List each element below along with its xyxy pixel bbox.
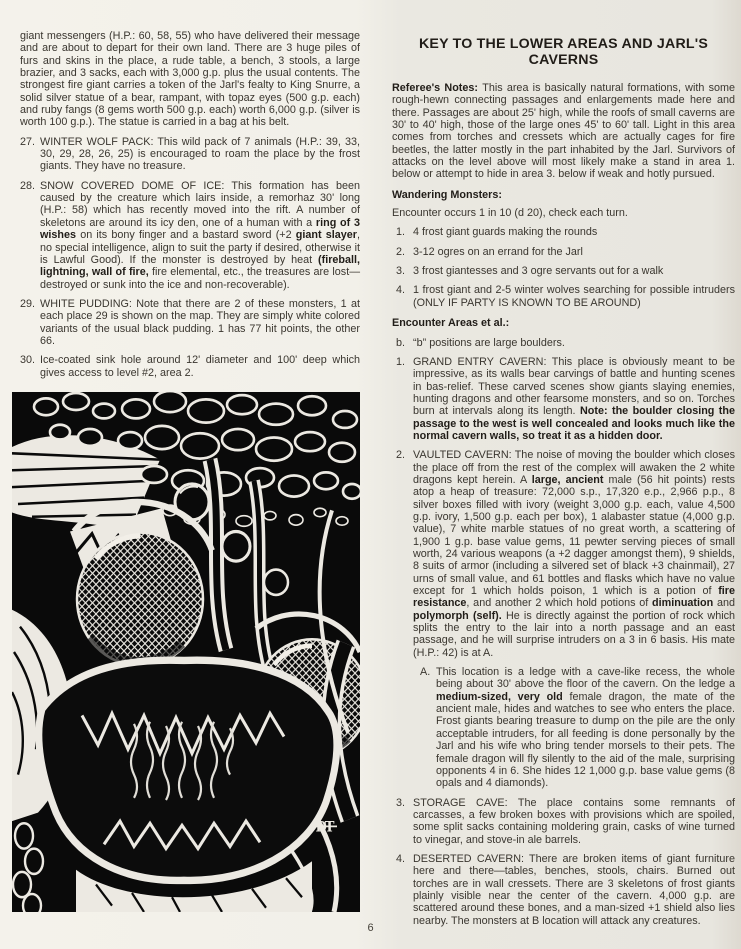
encounter-item-3: [392, 797, 735, 846]
list-item-29: [20, 298, 360, 347]
section-heading: KEY TO THE LOWER AREAS AND JARL'S CAVERNS: [418, 36, 709, 68]
item-number: 3.: [396, 265, 406, 278]
wandering-item-2: [392, 246, 735, 258]
right-column: [392, 30, 735, 927]
item-text: WINTER WOLF PACK: This wild pack of 7 animals (H.P.: 39, 33, 30, 29, 28, 26, 25) is encouraged to roam the place by the frost giants. They have no treasure.: [40, 135, 360, 173]
intro-paragraph: giant messengers (H.P.: 60, 58, 55) who have delivered their message and are about to depart for their own land. There are 3 huge piles of furs and skins in the place, a rude table, a bench, 3 stools, a large brazier, and 3 sacks, each with 3,000 g.p. plus the usual contents. The strongest fire giant carries a token of the Jarl's fealty to King Snurre, a solid silver statue of a bear, rampant, with topaz eyes (500 g.p. each) and ruby fangs (8 gems worth 500 g.p. each) worth 6,000 g.p. (silver is worth 100 g.p.). The statue is carried in a bag at his belt.: [20, 30, 360, 129]
item-number: 30.: [20, 354, 36, 367]
encounter-item-A: [416, 666, 735, 789]
item-number: 28.: [20, 179, 36, 192]
item-number: 29.: [20, 297, 36, 310]
item-text: DESERTED CAVERN: There are broken items of giant furniture here and there—tables, benches, stools, chairs. Burned out torches are in wall cressets. There are 3 skeletons of frost giants plainly visible near the center of the cavern. 4,000 g.p. are scattered around these bones, and a man-sized +1 shield also lies nearby. The monsters at B location will attack any creatures.: [413, 852, 735, 927]
item-text: 3-12 ogres on an errand for the Jarl: [413, 245, 583, 258]
encounter-areas-heading: Encounter Areas et al.:: [392, 317, 510, 330]
list-item-27: [20, 136, 360, 173]
item-text: STORAGE CAVE: The place contains some remnants of carcasses, a few broken boxes with provisions which are spoiled, some split sacks containing moldering grain, casks of wine turned to vinegar, and stove-in ale barrels.: [413, 796, 735, 846]
item-text: WHITE PUDDING: Note that there are 2 of these monsters, 1 at each place 29 is shown on the map. They are simply white colored variants of the usual black pudding. 1 has 77 hit points, the other 66.: [40, 297, 360, 347]
wandering-item-3: [392, 265, 735, 277]
item-number: A.: [420, 666, 431, 679]
item-text: GRAND ENTRY CAVERN: This place is obviously meant to be impressive, as its walls bear carvings of battle and hunting scenes in bas-relief. These carved scenes show giants slaying enemies, hunting dragons and other fearsome monsters, and so on. Torches burn at intervals along its length. Note: the boulder closing the passage to the west is well concealed and looks much like the normal cavern walls, so treat it as a hidden door.: [413, 355, 736, 442]
encounter-item-4: [392, 853, 735, 927]
referee-notes: Referee's Notes: This area is basically natural formations, with some rough-hewn connecting passages and enlargements made here and there. Passages are about 25' high, while the roofs of small caverns are 30' to 40' high, those of the large ones 45' to 60' tall. Light in this area comes from torches and cressets which are actually cages for fire beetles, the latter mostly in the part inhabited by the Jarl. Survivors of attacks on the level above will most likely make a stand in area 1. below or attempt to hide in area 3. below if weak and hotly pursued.: [392, 82, 735, 181]
item-number: 4.: [396, 284, 406, 297]
item-number: 1.: [396, 226, 406, 239]
item-number: 4.: [396, 852, 406, 865]
monster-illustration: [12, 392, 360, 912]
wandering-item-4: [392, 284, 735, 309]
item-text: VAULTED CAVERN: The noise of moving the boulder which closes the place off from the rest of the complex will awaken the 2 white dragons kept herein. A large, ancient male (56 hit points) rests atop a heap of treasure: 72,000 s.p., 17,320 e.p., 2,966 p.p., 8 silver boxes filled with ivory (weight 3,000 g.p. each, value 4,500 g.p. ivory, 1,500 g.p. each per box), 1 alabaster statue (4,000 g.p. value), 7 white marble statues of no great worth, a scattering of 1,900 1 g.p. base value gems, 11 pewter serving pieces of small worth, 24 various weapons (a +2 dagger amongst them), 9 shields, 8 suits of armor (including a silvered set of black +3 chainmail), 27 urns of small value, and 61 bottles and flasks which have no value except for 1 which holds poison, 1 which is a potion of fire resistance, and another 2 which hold potions of diminuation and polymorph (self). He is directly against the portion of rock which splits the entry to the lair into a north passage and an east passage, and he will surprise intruders on a 3 in 6 basis. His mate (H.P.: 42) is at A.: [413, 449, 736, 659]
encounter-item-2: [392, 449, 735, 659]
wandering-monsters-heading: Wandering Monsters:: [392, 188, 502, 201]
svg-text:DT: DT: [315, 819, 333, 836]
item-number: 1.: [396, 355, 406, 368]
wandering-item-1: [392, 226, 735, 238]
left-column: [20, 30, 360, 912]
item-text: This location is a ledge with a cave-like recess, the whole being about 30' above the floor of the cavern. On the ledge a medium-sized, very old female dragon, the mate of the ancient male, hides and watches to see who enters the place. Frost giants bearing treasure to dump on the pile are the only acceptable intruders, for all feeding is done personally by the Jarl and his wife who bring tender morsels to their pets. The female dragon will fly silently to the aid of the male, surprising opponents 4 in 6. She hides 12 1,000 g.p. base value gems (8 opals and 4 diamonds).: [436, 666, 735, 790]
item-number: b.: [396, 336, 406, 349]
item-number: 2.: [396, 449, 406, 462]
item-text: Ice-coated sink hole around 12' diameter and 100' deep which gives access to level #2, area 2.: [40, 354, 360, 379]
item-text: “b” positions are large boulders.: [413, 336, 565, 349]
item-text: 1 frost giant and 2-5 winter wolves searching for possible intruders (ONLY IF PARTY IS KNOWN TO BE AROUND): [413, 284, 735, 309]
list-item-30: [20, 354, 360, 379]
item-number: 27.: [20, 135, 36, 148]
encounter-item-b: [392, 337, 735, 349]
list-item-28: [20, 180, 360, 291]
remorhaz-illustration-svg: [12, 392, 360, 912]
page-number: 6: [367, 922, 374, 934]
item-text: 3 frost giantesses and 3 ogre servants out for a walk: [413, 265, 664, 278]
wandering-monsters-intro: Encounter occurs 1 in 10 (d 20), check each turn.: [392, 207, 628, 220]
item-number: 3.: [396, 796, 406, 809]
item-text: SNOW COVERED DOME OF ICE: This formation has been caused by the creature which lairs inside, a remorhaz 30' long (H.P.: 58) which has recently moved into the rift. A number of skeletons are around its icy den, one of a human with a ring of 3 wishes on its bony finger and a bastard sword (+2 giant slayer, no special intelligence, align to suit the party if desired, otherwise it is Lawful Good). If the monster is destroyed by heat (fireball, lightning, wall of fire, fire elemental, etc., the treasures are lost—destroyed or sunk into the ice and non-recoverable).: [40, 179, 360, 291]
encounter-item-1: [392, 356, 735, 442]
item-text: 4 frost giant guards making the rounds: [413, 226, 598, 239]
item-number: 2.: [396, 245, 406, 258]
